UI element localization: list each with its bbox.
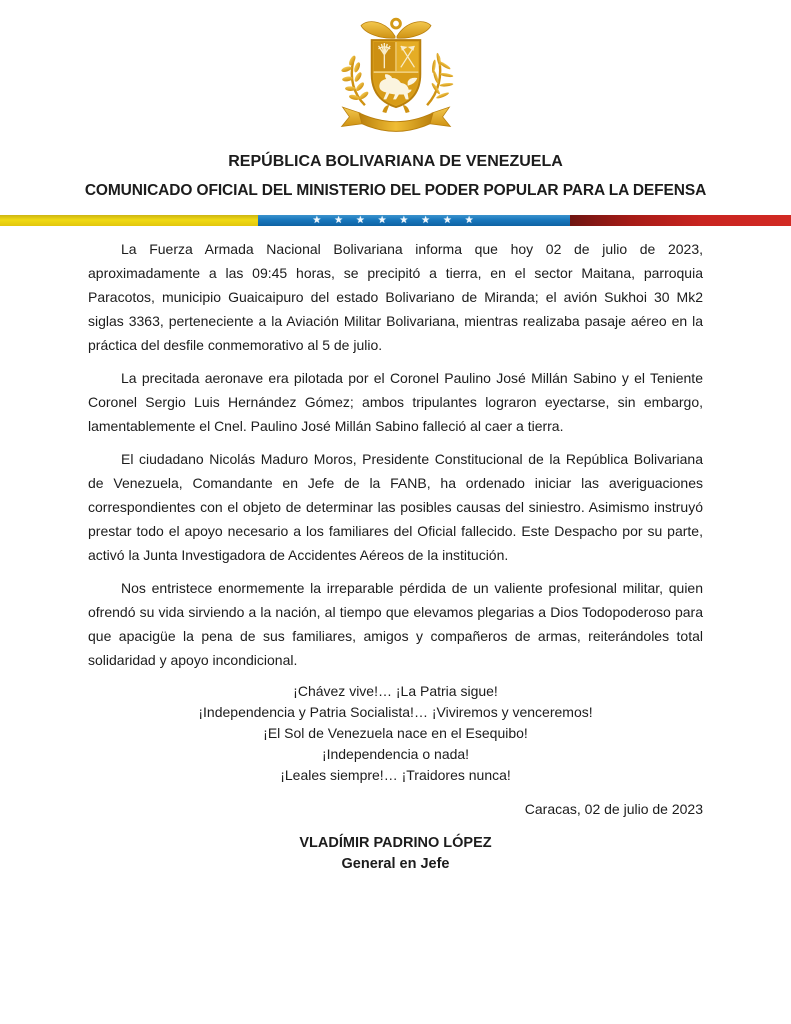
body-paragraph-1: La Fuerza Armada Nacional Bolivariana informa que hoy 02 de julio de 2023, aproximadamente a las 09:45 horas, se precipitó a tierra, en el sector Maitana, parroquia Paracotos, municipio Guaicaipuro del estado Bolivariano de Miranda; el avión Sukhoi 30 Mk2 siglas 3363, perteneciente a la Aviación Militar Bolivariana, mientras realizaba pasaje aéreo en la práctica del desfile conmemorativo al 5 de julio.: [88, 241, 703, 353]
cornucopia-right: [396, 22, 430, 39]
signature-rank: General en Jefe: [341, 856, 450, 872]
emblem-ring: [391, 19, 400, 28]
page-title: REPÚBLICA BOLIVARIANA DE VENEZUELA: [228, 153, 563, 170]
coat-of-arms: [328, 14, 464, 140]
body-paragraph-3: El ciudadano Nicolás Maduro Moros, Presidente Constitucional de la República Bolivariana de Venezuela, Comandante en Jefe de la FANB, ha ordenado iniciar las averiguaciones correspondientes con el objeto de determinar las posibles causas del siniestro. Asimismo instruyó prestar todo el apoyo necesario a los familiares del Oficial fallecido. Este Despacho por su parte, activó la Junta Investigadora de Accidentes Aéreos de la institución.: [88, 451, 703, 563]
slogan-line-4: ¡Independencia o nada!: [321, 746, 470, 762]
body-paragraph-2: La precitada aeronave era pilotada por el Coronel Paulino José Millán Sabino y el Teniente Coronel Sergio Luis Hernández Gómez; ambos tripulantes lograron eyectarse, sin embargo, lamentablemente el Cnel. Paulino José Millán Sabino falleció al caer a tierra.: [88, 370, 703, 434]
body-paragraph-4: Nos entristece enormemente la irreparable pérdida de un valiente profesional militar, quien ofrendó su vida sirviendo a la nación, al tiempo que elevamos plegarias a Dios Todopoderoso para que apacigüe la pena de sus familiares, amigos y compañeros de armas, reiterándoles total solidaridad y apoyo incondicional.: [88, 580, 703, 668]
page-subtitle: COMUNICADO OFICIAL DEL MINISTERIO DEL PODER POPULAR PARA LA DEFENSA: [84, 182, 707, 199]
slogans-block: [0, 681, 791, 786]
slogan-line-2: ¡Independencia y Patria Socialista!… ¡Viviremos y venceremos!: [198, 704, 593, 720]
palm-branch: [427, 53, 453, 106]
flag-band-yellow: [0, 215, 258, 226]
slogan-line-1: ¡Chávez vive!… ¡La Patria sigue!: [293, 683, 498, 699]
signature-block: [0, 833, 791, 875]
flag-band-blue: [258, 215, 570, 226]
venezuela-coat-of-arms-icon: [328, 14, 464, 140]
slogan-line-5: ¡Leales siempre!… ¡Traidores nunca!: [280, 767, 511, 783]
slogan-line-3: ¡El Sol de Venezuela nace en el Esequibo!: [263, 725, 528, 741]
ribbon: [341, 105, 450, 131]
olive-branch: [340, 55, 369, 105]
flag-band: [0, 215, 791, 226]
flag-band-stars: ★ ★ ★ ★ ★ ★ ★ ★: [312, 215, 479, 226]
signature-name: VLADÍMIR PADRINO LÓPEZ: [299, 835, 492, 851]
cornucopia-left: [361, 22, 395, 39]
body-text: [88, 237, 703, 672]
flag-band-red: [570, 215, 791, 226]
dateline: Caracas, 02 de julio de 2023: [524, 801, 703, 817]
